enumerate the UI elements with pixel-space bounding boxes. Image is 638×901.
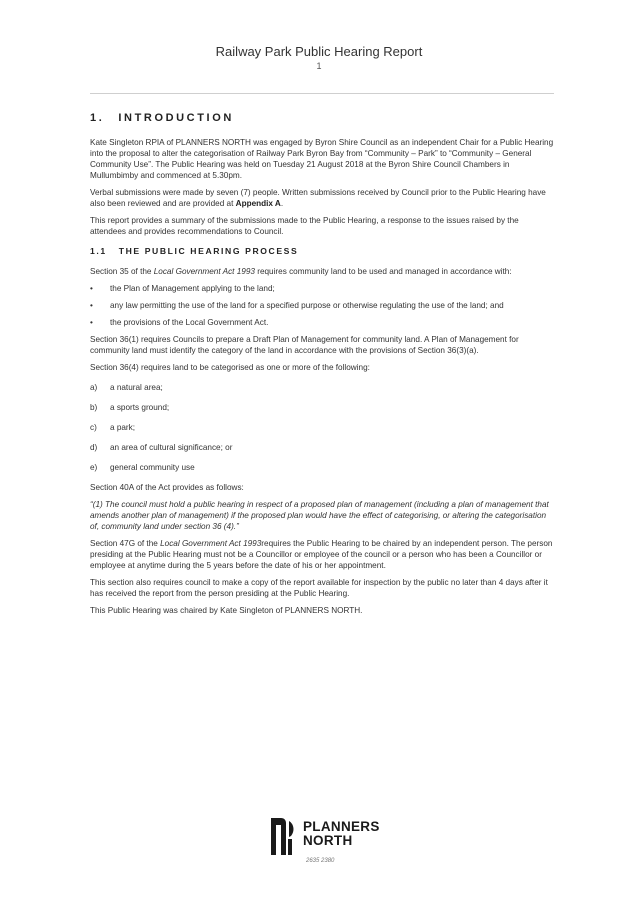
category-list-item <box>90 442 554 453</box>
section-35-text-post: requires community land to be used and managed in accordance with: <box>254 267 512 276</box>
section-36-4-paragraph: Section 36(4) requires land to be categorised as one or more of the following: <box>90 363 370 372</box>
bullet-item <box>90 300 554 311</box>
category-label: e) <box>90 463 98 472</box>
section-36-1-paragraph: Section 36(1) requires Councils to prepare a Draft Plan of Management for community land. A Plan of Management for community land must identify the category of the land in accordance with the provisions of Section 36(3)(a). <box>90 335 519 355</box>
bullet-text: the provisions of the Local Government Act. <box>110 318 269 327</box>
footer-code: 2635 2380 <box>306 858 335 864</box>
appendix-a-reference: Appendix A <box>235 199 281 208</box>
bullet-icon: • <box>90 284 93 293</box>
section-1-number: 1. <box>90 112 105 124</box>
bullet-icon: • <box>90 301 93 310</box>
document-body <box>90 113 554 622</box>
chair-paragraph: This Public Hearing was chaired by Kate Singleton of PLANNERS NORTH. <box>90 606 363 615</box>
category-list-item <box>90 462 554 473</box>
intro-paragraph-2-text: Verbal submissions were made by seven (7) people. Written submissions received by Council prior to the Public Hearing have also been reviewed and are provided at <box>90 188 546 208</box>
act-name-italic: Local Government Act 1993 <box>153 267 255 276</box>
category-list-item <box>90 422 554 433</box>
bullet-text: the Plan of Management applying to the land; <box>110 284 275 293</box>
section-1-1-heading <box>90 246 554 257</box>
category-list-item <box>90 382 554 393</box>
category-label: a) <box>90 383 98 392</box>
category-text: an area of cultural significance; or <box>110 443 233 452</box>
logo-wordmark <box>303 820 380 848</box>
section-1-heading <box>90 113 554 124</box>
category-list-item <box>90 402 554 413</box>
intro-paragraph-2-end: . <box>280 199 284 208</box>
section-47g-text-post: requires the Public Hearing to be chaired by an independent person. The person presiding at the Public Hearing must not be a Councillor or employee of the council or a person who has been a Councillor or employee at anytime during the 5 years before the date of his or her appointment. <box>90 539 553 570</box>
section-40a-quote: “(1) The council must hold a public hearing in respect of a proposed plan of management (including a plan of management that amends another plan of management) if the proposed plan would have the effect of categorising, or altering the categorisation of, community land under section 36 (4).” <box>90 500 549 531</box>
logo-line-2: NORTH <box>303 833 353 848</box>
section-1-1-title: THE PUBLIC HEARING PROCESS <box>118 246 299 256</box>
section-35-text-pre: Section 35 of the <box>90 267 154 276</box>
section-1-1-number: 1.1 <box>90 246 107 256</box>
header-divider <box>90 93 554 94</box>
bullet-text: any law permitting the use of the land for a specified purpose or otherwise regulating the use of the land; and <box>110 301 504 310</box>
planners-north-logo <box>267 815 397 861</box>
section-35-paragraph <box>90 266 554 277</box>
page-number: 1 <box>316 61 322 71</box>
category-text: general community use <box>110 463 195 472</box>
intro-paragraph-2 <box>90 187 554 209</box>
intro-paragraph-3: This report provides a summary of the submissions made to the Public Hearing, a response to the issues raised by the attendees and provides recommendations to Council. <box>90 216 519 236</box>
section-1-title: INTRODUCTION <box>118 112 234 124</box>
intro-paragraph-1: Kate Singleton RPIA of PLANNERS NORTH was engaged by Byron Shire Council as an independent Chair for a Public Hearing into the proposal to alter the categorisation of Railway Park Byron Bay from “Community – Park” to “Community – General Community Use”. The Public Hearing was held on Tuesday 21 August 2018 at the Byron Shire Council Chambers in Mullumbimby and commenced at 5.30pm. <box>90 138 554 180</box>
bullet-item <box>90 283 554 294</box>
category-label: b) <box>90 403 98 412</box>
category-text: a natural area; <box>110 383 163 392</box>
section-47g-text-pre: Section 47G of the <box>90 539 161 548</box>
category-text: a park; <box>110 423 136 432</box>
category-text: a sports ground; <box>110 403 170 412</box>
report-copy-paragraph: This section also requires council to make a copy of the report available for inspection by the public no later than 4 days after it has received the report from the person presiding at the Public Hearing. <box>90 578 548 598</box>
section-47g-paragraph <box>90 538 554 571</box>
page-header-title: Railway Park Public Hearing Report <box>215 44 423 59</box>
category-label: d) <box>90 443 98 452</box>
section-40a-paragraph: Section 40A of the Act provides as follows: <box>90 483 244 492</box>
act-name-italic: Local Government Act 1993 <box>160 539 262 548</box>
bullet-icon: • <box>90 318 93 327</box>
category-label: c) <box>90 423 97 432</box>
logo-line-1: PLANNERS <box>303 819 380 834</box>
bullet-item <box>90 317 554 328</box>
planners-north-logo-icon <box>267 815 297 859</box>
